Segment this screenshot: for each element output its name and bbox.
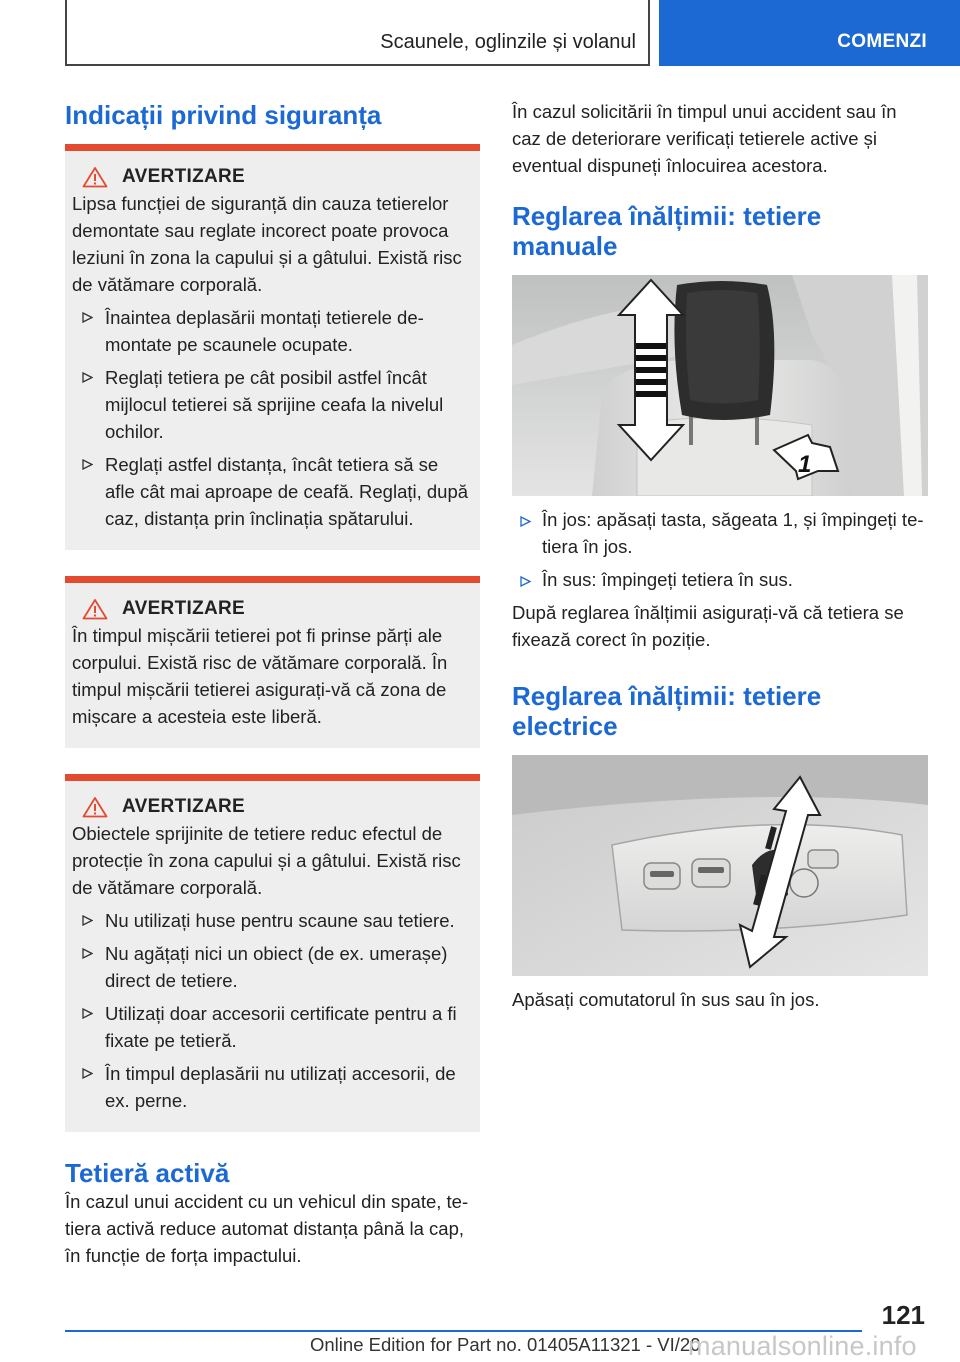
footer-edition: Online Edition for Part no. 01405A11321 - VI/20 (310, 1334, 701, 1355)
warning-box (65, 774, 480, 1132)
triangle-right-icon (82, 948, 93, 959)
section-title: Scaunele, oglinzile și volanul (380, 31, 636, 53)
chapter-tab-label: COMENZI (837, 31, 927, 52)
warning-triangle-icon (82, 598, 108, 620)
triangle-right-icon (82, 312, 93, 323)
list-item (72, 304, 473, 358)
warning-text: Lipsa funcției de siguranță din cauza tetierelor demontate sau reglate incorect poate provoca leziuni în zona la capului și a gâtului. Există risc de vătămare corporală. (72, 193, 462, 295)
list-item-text: Reglați astfel distanța, încât tetiera să se afle cât mai aproape de ceafă. Reglați, după caz, distanța prin înclinația spătarului. (105, 454, 469, 529)
page-number: 121 (881, 1300, 925, 1330)
triangle-right-icon (82, 1008, 93, 1019)
list-item-text: În sus: împingeți tetiera în sus. (542, 569, 793, 590)
right-column (512, 100, 928, 1013)
header-divider (648, 0, 650, 66)
callout-number: 1 (798, 451, 812, 478)
header-left-rule (65, 0, 67, 66)
heading-manual-headrest: Reglarea înălțimii: tetiere manuale (512, 201, 822, 261)
warning-header (82, 166, 473, 188)
list-item (72, 1000, 473, 1054)
list-item (72, 907, 473, 934)
list-item-text: Nu agățați nici un obiect (de ex. umerașe) direct de tetiere. (105, 943, 448, 991)
list-item-text: Înaintea deplasării montați tetierele de-montate pe scaunele ocupate. (105, 307, 424, 355)
intro-text: În cazul solicitării în timpul unui accident sau în caz de deteriorare verificați tetierele active și eventual dispuneți înlocuirea acestora. (512, 101, 897, 176)
triangle-right-icon (82, 459, 93, 470)
list-item (72, 451, 473, 532)
triangle-right-icon (520, 576, 531, 587)
left-column (65, 100, 480, 1269)
watermark: manualsonline.info (688, 1331, 917, 1361)
manual-after-text: După reglarea înălțimii asigurați-vă că tetiera se fixează corect în poziție. (512, 602, 904, 650)
warning-title: AVERTIZARE (122, 166, 245, 187)
list-item-text: Nu utilizați huse pentru scaune sau tetiere. (105, 910, 455, 931)
list-item-text: Reglați tetiera pe cât posibil astfel încât mijlocul tetierei să sprijine ceafa la nivelul ochilor. (105, 367, 444, 442)
electric-headrest-figure (512, 755, 928, 976)
heading-safety: Indicații privind siguranța (65, 100, 382, 130)
list-item (72, 364, 473, 445)
warning-text: Obiectele sprijinite de tetiere reduc efectul de protecție în zona capului și a gâtului. Există risc de vătămare corporală. (72, 823, 461, 898)
heading-electric-headrest: Reglarea înălțimii: tetiere electrice (512, 681, 822, 741)
list-item (512, 506, 928, 560)
warning-box (65, 144, 480, 550)
list-item-text: Utilizați doar accesorii certificate pentru a fi fixate pe tetieră. (105, 1003, 457, 1051)
warning-box (65, 576, 480, 748)
chapter-tab (659, 0, 960, 66)
list-item (512, 566, 928, 593)
active-headrest-text: În cazul unui accident cu un vehicul din spate, te-tiera activă reduce automat distanța până la cap, în funcție de forța impactului. (65, 1191, 469, 1266)
page-header (0, 0, 960, 66)
warning-header (82, 796, 473, 818)
electric-text: Apăsați comutatorul în sus sau în jos. (512, 989, 820, 1010)
warning-title: AVERTIZARE (122, 796, 245, 817)
list-item-text: În timpul deplasării nu utilizați accesorii, de ex. perne. (105, 1063, 456, 1111)
header-bottom-rule (65, 64, 648, 66)
triangle-right-icon (82, 1068, 93, 1079)
list-item-text: În jos: apăsați tasta, săgeata 1, și împingeți te-tiera în jos. (542, 509, 924, 557)
warning-title: AVERTIZARE (122, 598, 245, 619)
triangle-right-icon (520, 516, 531, 527)
heading-active-headrest: Tetieră activă (65, 1158, 230, 1188)
warning-triangle-icon (82, 796, 108, 818)
triangle-right-icon (82, 915, 93, 926)
warning-header (82, 598, 473, 620)
manual-headrest-figure (512, 275, 928, 496)
triangle-right-icon (82, 372, 93, 383)
list-item (72, 1060, 473, 1114)
warning-text: În timpul mișcării tetierei pot fi prinse părți ale corpului. Există risc de vătămare corporală. În timpul mișcării tetierei asigurați-vă că zona de mișcare a acesteia este liberă. (72, 625, 448, 727)
list-item (72, 940, 473, 994)
warning-triangle-icon (82, 166, 108, 188)
